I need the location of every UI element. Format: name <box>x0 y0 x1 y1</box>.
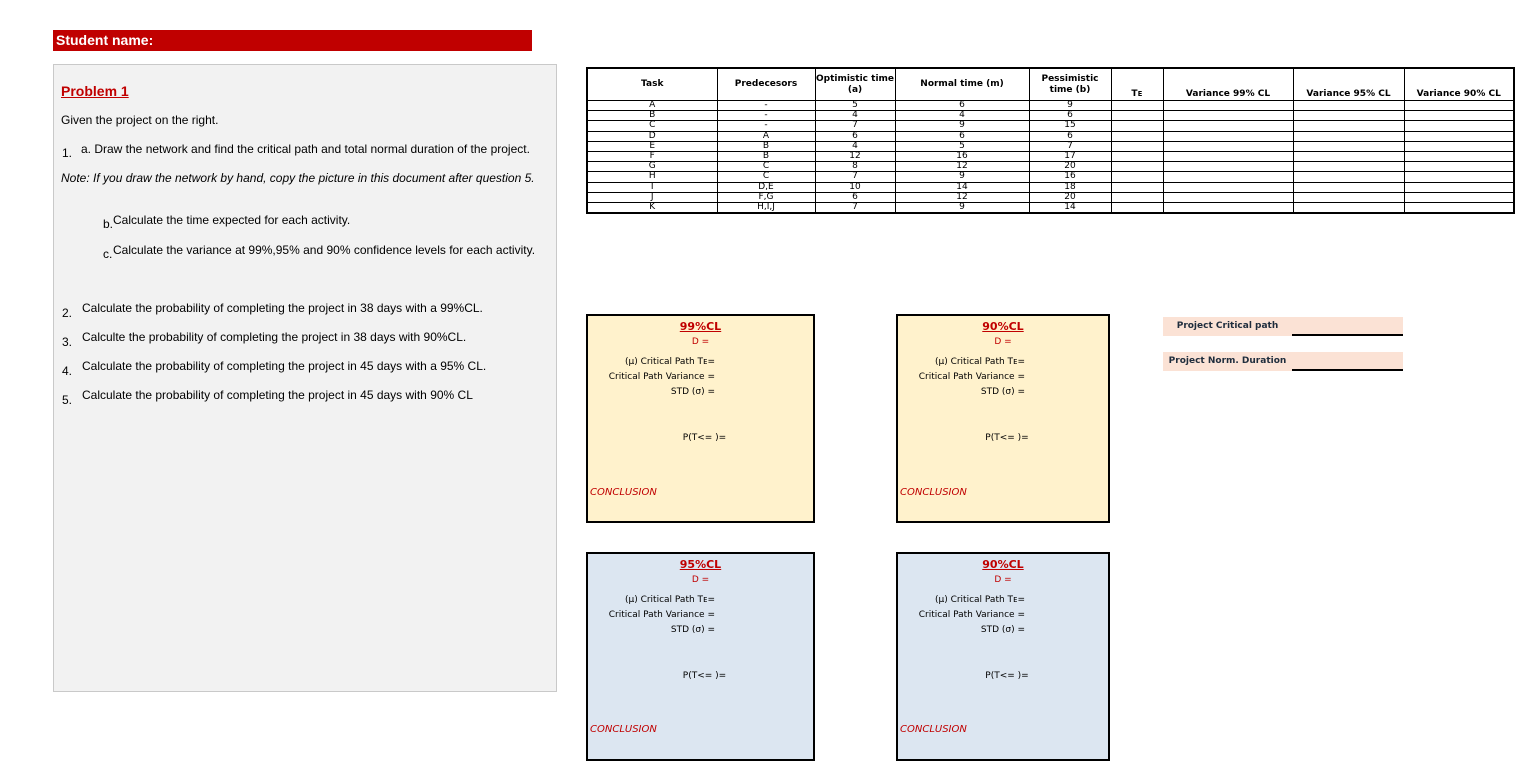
predecessor-cell: B <box>717 141 815 151</box>
optimistic-cell: 12 <box>815 151 895 161</box>
predecessor-cell: A <box>717 131 815 141</box>
variance-90-cell[interactable] <box>1404 151 1514 161</box>
cl-mean: (µ) Critical Path Tᴇ= <box>624 357 715 367</box>
te-cell[interactable] <box>1111 101 1163 111</box>
te-cell[interactable] <box>1111 162 1163 172</box>
problem-title: Problem 1 <box>61 83 129 99</box>
optimistic-cell: 7 <box>815 121 895 131</box>
q1-note: Note: If you draw the network by hand, copy the picture in this document after question 5. <box>61 171 535 185</box>
pessimistic-cell: 16 <box>1029 172 1111 182</box>
predecessor-cell: C <box>717 162 815 172</box>
task-cell: H <box>587 172 717 182</box>
variance-90-cell[interactable] <box>1404 101 1514 111</box>
norm-duration-label: Project Norm. Duration <box>1163 352 1292 371</box>
cl-title: 90%CL <box>982 558 1024 571</box>
cl-d-value[interactable]: D = <box>691 337 710 347</box>
cl-mean: (µ) Critical Path Tᴇ= <box>934 595 1025 605</box>
task-cell: C <box>587 121 717 131</box>
normal-cell: 16 <box>895 151 1029 161</box>
cl-variance: Critical Path Variance = <box>608 372 715 382</box>
critical-path-underline <box>1292 334 1403 336</box>
predecessor-cell: H,I,J <box>717 202 815 213</box>
variance-99-cell[interactable] <box>1163 162 1293 172</box>
variance-90-cell[interactable] <box>1404 202 1514 213</box>
normal-cell: 5 <box>895 141 1029 151</box>
cl-variance: Critical Path Variance = <box>608 610 715 620</box>
cl-conclusion: CONCLUSION <box>900 487 967 498</box>
header-variance-95: Variance 95% CL <box>1293 68 1404 101</box>
variance-99-cell[interactable] <box>1163 111 1293 121</box>
normal-cell: 12 <box>895 162 1029 172</box>
header-pessimistic: Pessimistic time (b) <box>1029 68 1111 101</box>
cl-d-value[interactable]: D = <box>994 337 1012 347</box>
variance-95-cell[interactable] <box>1293 192 1404 202</box>
variance-95-cell[interactable] <box>1293 182 1404 192</box>
pessimistic-cell: 18 <box>1029 182 1111 192</box>
cl-std: STD (σ) = <box>980 625 1025 635</box>
normal-cell: 14 <box>895 182 1029 192</box>
cl-d-value[interactable]: D = <box>691 575 710 585</box>
normal-cell: 4 <box>895 111 1029 121</box>
optimistic-cell: 4 <box>815 111 895 121</box>
variance-90-cell[interactable] <box>1404 182 1514 192</box>
norm-duration-input[interactable] <box>1292 352 1403 370</box>
task-cell: A <box>587 101 717 111</box>
pessimistic-cell: 6 <box>1029 111 1111 121</box>
predecessor-cell: C <box>717 172 815 182</box>
header-te: Tᴇ <box>1111 68 1163 101</box>
normal-cell: 6 <box>895 131 1029 141</box>
pessimistic-cell: 20 <box>1029 162 1111 172</box>
predecessor-cell: - <box>717 111 815 121</box>
problem-panel <box>53 64 557 692</box>
variance-95-cell[interactable] <box>1293 172 1404 182</box>
table-row <box>587 162 1514 172</box>
optimistic-cell: 5 <box>815 101 895 111</box>
predecessor-cell: - <box>717 101 815 111</box>
table-row <box>587 182 1514 192</box>
header-optimistic: Optimistic time (a) <box>815 68 895 101</box>
predecessor-cell: - <box>717 121 815 131</box>
critical-path-input[interactable] <box>1292 317 1403 335</box>
optimistic-cell: 6 <box>815 192 895 202</box>
header-normal: Normal time (m) <box>895 68 1029 101</box>
cl-title: 90%CL <box>982 320 1024 333</box>
cl-variance: Critical Path Variance = <box>918 610 1025 620</box>
cl-probability[interactable]: P(T<= )= <box>985 671 1029 681</box>
variance-99-cell[interactable] <box>1163 151 1293 161</box>
variance-99-cell[interactable] <box>1163 202 1293 213</box>
variance-99-cell[interactable] <box>1163 182 1293 192</box>
cl-title: 99%CL <box>679 320 722 333</box>
q2-number: 2. <box>62 306 73 320</box>
normal-cell: 9 <box>895 121 1029 131</box>
q1b-number: b. <box>103 217 114 231</box>
variance-90-cell[interactable] <box>1404 121 1514 131</box>
q1b-text: Calculate the time expected for each activity. <box>113 213 351 227</box>
table-row <box>587 172 1514 182</box>
task-cell: G <box>587 162 717 172</box>
normal-cell: 9 <box>895 172 1029 182</box>
variance-90-cell[interactable] <box>1404 162 1514 172</box>
q4-text: Calculate the probability of completing the project in 45 days with a 95% CL. <box>82 359 487 373</box>
cl-mean: (µ) Critical Path Tᴇ= <box>934 357 1025 367</box>
variance-99-cell[interactable] <box>1163 131 1293 141</box>
variance-95-cell[interactable] <box>1293 121 1404 131</box>
te-cell[interactable] <box>1111 141 1163 151</box>
variance-95-cell[interactable] <box>1293 151 1404 161</box>
cl-box-90-b <box>896 552 1110 761</box>
student-name-bar[interactable] <box>53 30 532 51</box>
cl-probability[interactable]: P(T<= )= <box>682 433 727 443</box>
variance-95-cell[interactable] <box>1293 202 1404 213</box>
variance-90-cell[interactable] <box>1404 141 1514 151</box>
optimistic-cell: 7 <box>815 172 895 182</box>
table-row <box>587 131 1514 141</box>
critical-path-label: Project Critical path <box>1163 317 1292 336</box>
pessimistic-cell: 6 <box>1029 131 1111 141</box>
table-header-row <box>587 68 1514 101</box>
pessimistic-cell: 14 <box>1029 202 1111 213</box>
variance-95-cell[interactable] <box>1293 101 1404 111</box>
variance-90-cell[interactable] <box>1404 131 1514 141</box>
cl-variance: Critical Path Variance = <box>918 372 1025 382</box>
task-cell: F <box>587 151 717 161</box>
pessimistic-cell: 15 <box>1029 121 1111 131</box>
task-cell: B <box>587 111 717 121</box>
te-cell[interactable] <box>1111 131 1163 141</box>
variance-95-cell[interactable] <box>1293 131 1404 141</box>
table-row <box>587 121 1514 131</box>
variance-90-cell[interactable] <box>1404 192 1514 202</box>
header-variance-99: Variance 99% CL <box>1163 68 1293 101</box>
cl-mean: (µ) Critical Path Tᴇ= <box>624 595 715 605</box>
pessimistic-cell: 9 <box>1029 101 1111 111</box>
cl-std: STD (σ) = <box>670 387 715 397</box>
task-cell: D <box>587 131 717 141</box>
table-row <box>587 151 1514 161</box>
cl-std: STD (σ) = <box>980 387 1025 397</box>
cl-std: STD (σ) = <box>670 625 715 635</box>
predecessor-cell: B <box>717 151 815 161</box>
q3-text: Calculte the probability of completing the project in 38 days with 90%CL. <box>82 330 467 344</box>
table-row <box>587 202 1514 213</box>
optimistic-cell: 8 <box>815 162 895 172</box>
cl-probability[interactable]: P(T<= )= <box>682 671 727 681</box>
q4-number: 4. <box>62 364 73 378</box>
optimistic-cell: 7 <box>815 202 895 213</box>
te-cell[interactable] <box>1111 121 1163 131</box>
pessimistic-cell: 7 <box>1029 141 1111 151</box>
header-predecessors: Predecesors <box>717 68 815 101</box>
cl-title: 95%CL <box>679 558 722 571</box>
q5-number: 5. <box>62 393 73 407</box>
variance-99-cell[interactable] <box>1163 172 1293 182</box>
normal-cell: 6 <box>895 101 1029 111</box>
q1a-text: a. Draw the network and find the critical path and total normal duration of the project. <box>81 142 530 156</box>
cl-box-95 <box>586 552 815 761</box>
table-row <box>587 141 1514 151</box>
variance-99-cell[interactable] <box>1163 121 1293 131</box>
te-cell[interactable] <box>1111 182 1163 192</box>
q2-text: Calculate the probability of completing the project in 38 days with a 99%CL. <box>82 301 483 315</box>
variance-95-cell[interactable] <box>1293 111 1404 121</box>
optimistic-cell: 10 <box>815 182 895 192</box>
cl-box-99 <box>586 314 815 523</box>
cl-conclusion: CONCLUSION <box>900 724 967 735</box>
task-table <box>586 67 1515 214</box>
table-row <box>587 192 1514 202</box>
te-cell[interactable] <box>1111 192 1163 202</box>
te-cell[interactable] <box>1111 202 1163 213</box>
pessimistic-cell: 17 <box>1029 151 1111 161</box>
q1c-number: c. <box>103 247 113 261</box>
q5-text: Calculate the probability of completing the project in 45 days with 90% CL <box>82 388 473 402</box>
variance-99-cell[interactable] <box>1163 141 1293 151</box>
te-cell[interactable] <box>1111 111 1163 121</box>
problem-intro: Given the project on the right. <box>61 113 219 127</box>
pessimistic-cell: 20 <box>1029 192 1111 202</box>
table-row <box>587 101 1514 111</box>
variance-90-cell[interactable] <box>1404 111 1514 121</box>
task-cell: K <box>587 202 717 213</box>
q1-number: 1. <box>62 146 73 160</box>
task-cell: J <box>587 192 717 202</box>
norm-duration-underline <box>1292 369 1403 371</box>
predecessor-cell: F,G <box>717 192 815 202</box>
task-cell: I <box>587 182 717 192</box>
predecessor-cell: D,E <box>717 182 815 192</box>
normal-cell: 12 <box>895 192 1029 202</box>
header-variance-90: Variance 90% CL <box>1404 68 1514 101</box>
te-cell[interactable] <box>1111 151 1163 161</box>
optimistic-cell: 4 <box>815 141 895 151</box>
cl-box-90-a <box>896 314 1110 523</box>
cl-d-value[interactable]: D = <box>994 575 1012 585</box>
table-row <box>587 111 1514 121</box>
normal-cell: 9 <box>895 202 1029 213</box>
student-name-label: Student name: <box>56 32 154 48</box>
cl-conclusion: CONCLUSION <box>590 487 657 498</box>
header-task: Task <box>587 68 717 101</box>
q1c-text: Calculate the variance at 99%,95% and 90% confidence levels for each activity. <box>113 243 536 257</box>
cl-probability[interactable]: P(T<= )= <box>985 433 1029 443</box>
variance-90-cell[interactable] <box>1404 172 1514 182</box>
variance-99-cell[interactable] <box>1163 192 1293 202</box>
optimistic-cell: 6 <box>815 131 895 141</box>
q3-number: 3. <box>62 335 73 349</box>
te-cell[interactable] <box>1111 172 1163 182</box>
task-cell: E <box>587 141 717 151</box>
variance-99-cell[interactable] <box>1163 101 1293 111</box>
cl-conclusion: CONCLUSION <box>590 724 657 735</box>
variance-95-cell[interactable] <box>1293 162 1404 172</box>
variance-95-cell[interactable] <box>1293 141 1404 151</box>
